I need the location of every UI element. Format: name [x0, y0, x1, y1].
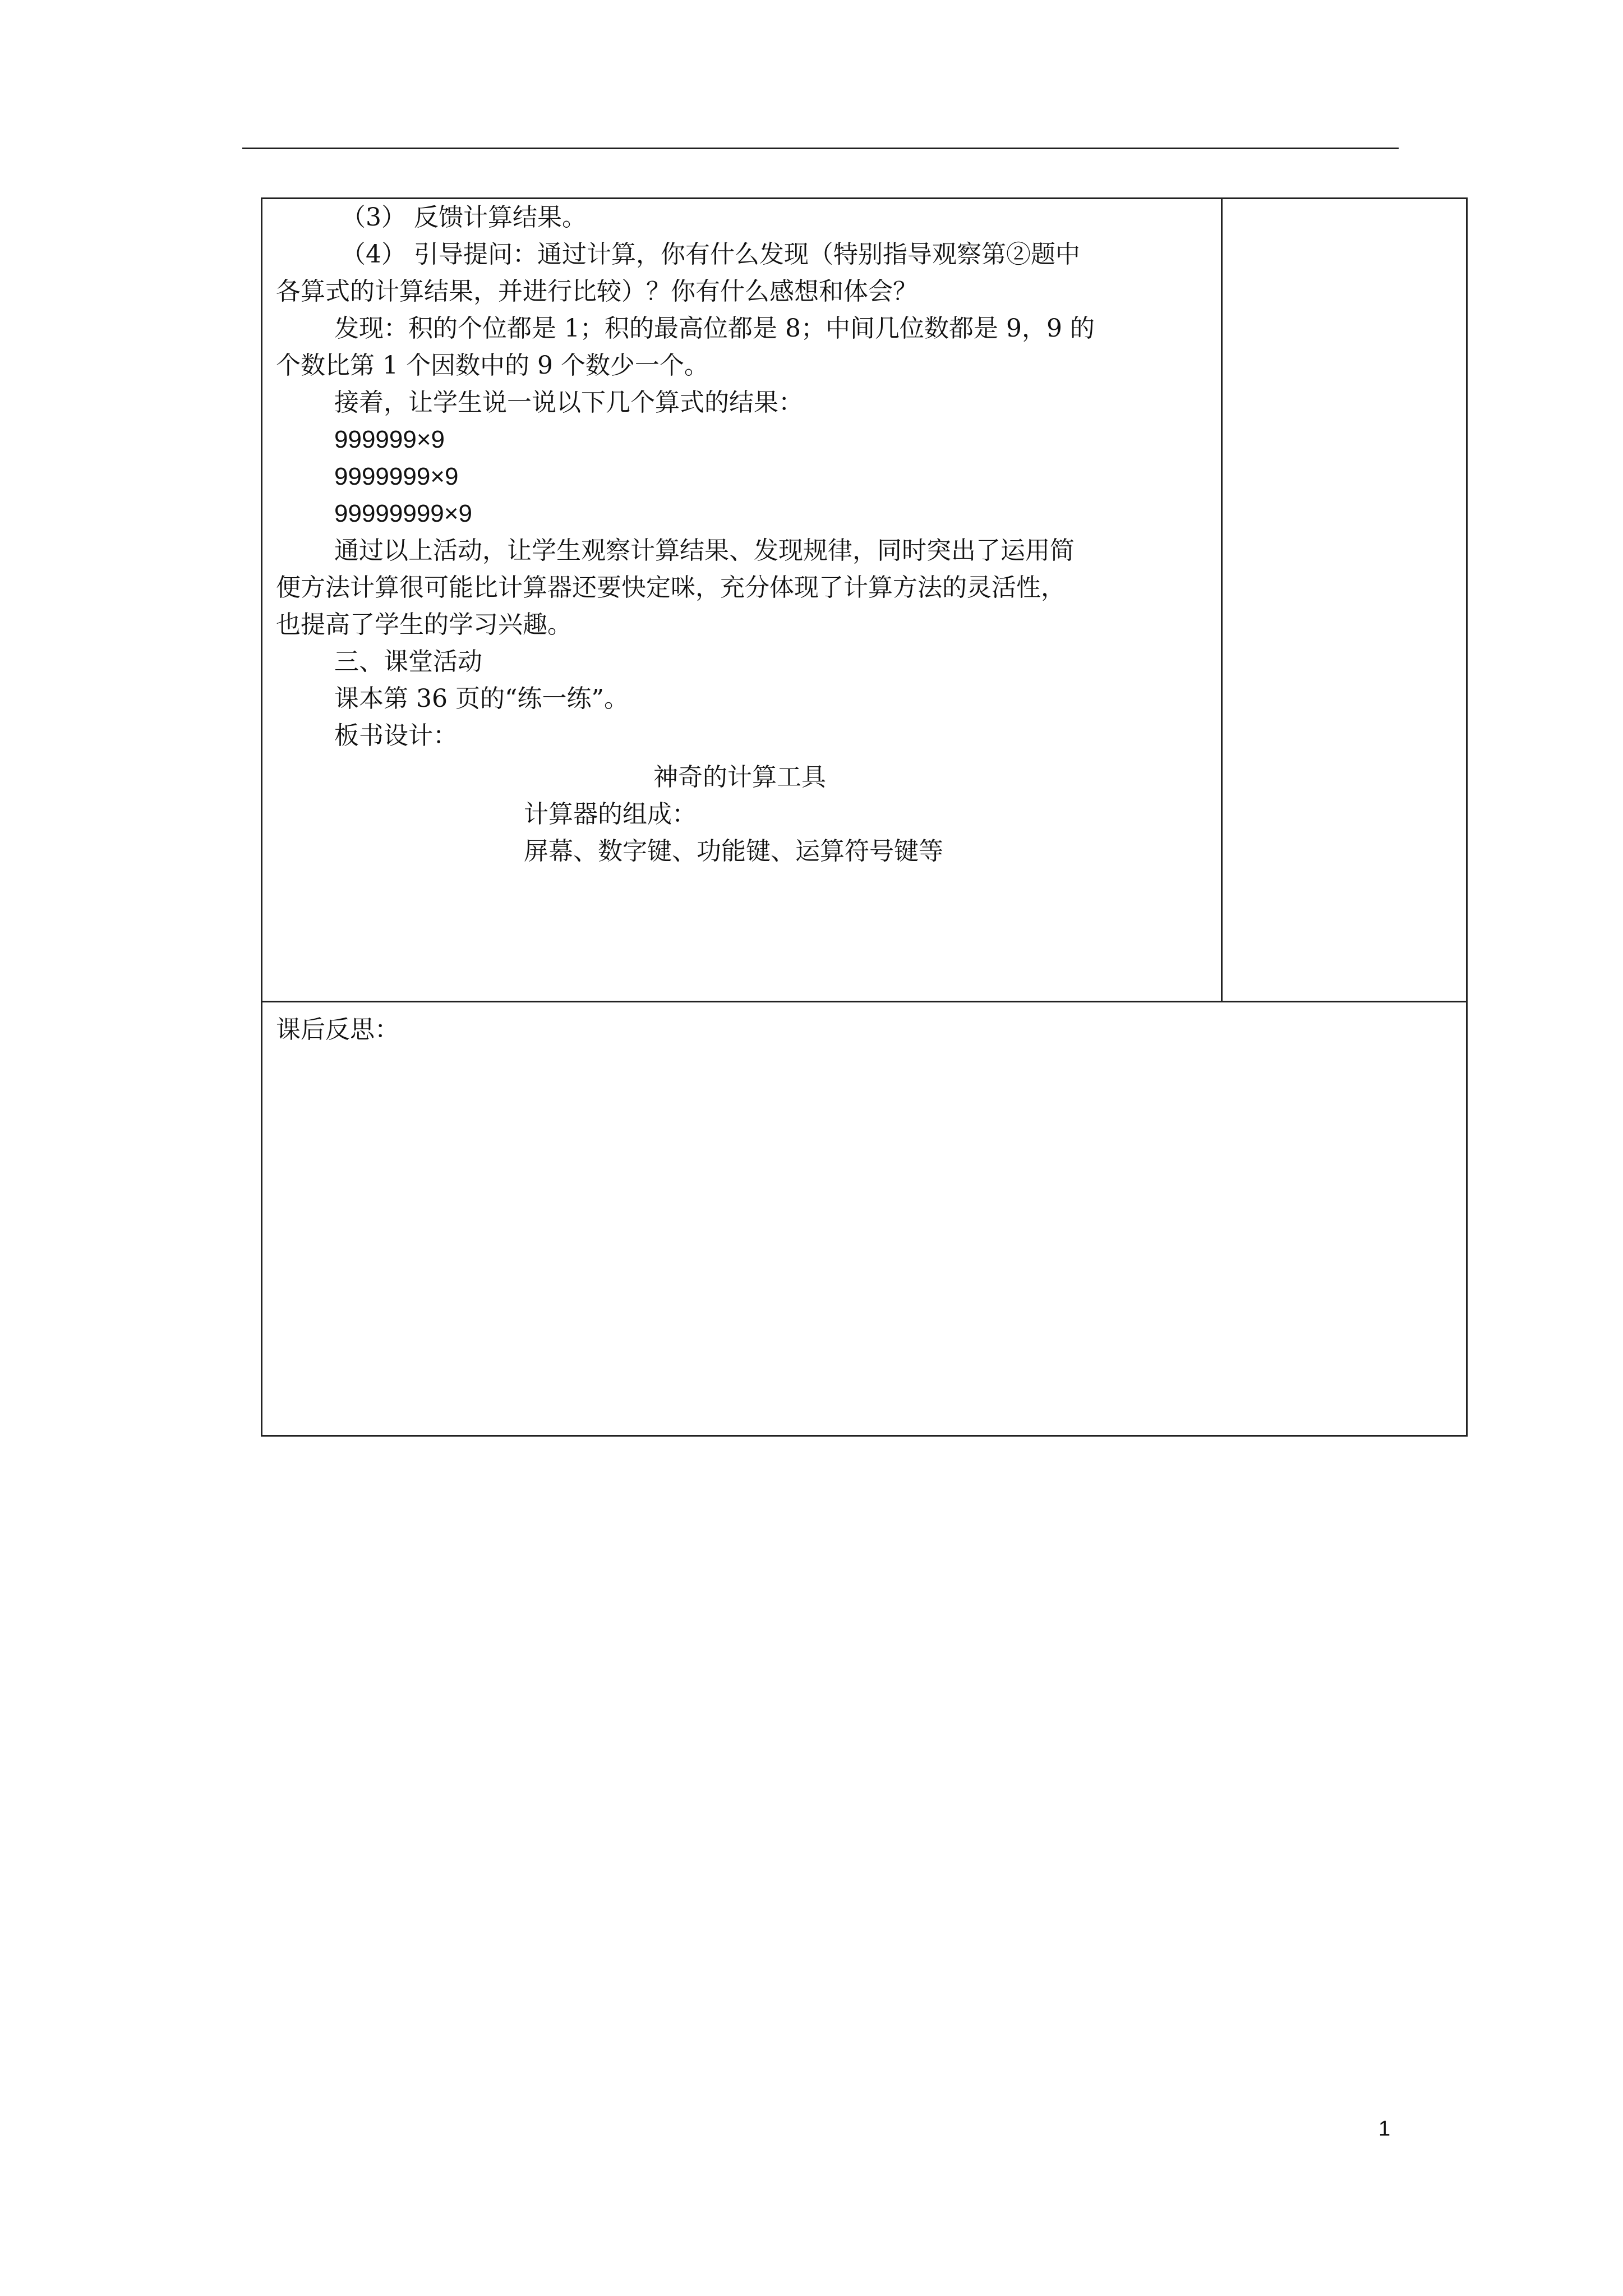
section-heading-class-activity: 三、课堂活动 [334, 647, 482, 676]
lesson-content-cell [262, 199, 1223, 1002]
board-design-line-2: 屏幕、数字键、功能键、运算符号键等 [524, 837, 943, 866]
text-line-next-prompt: 接着，让学生说一说以下几个算式的结果： [334, 388, 803, 417]
text-line-summary-cont: 便方法计算很可能比计算器还要快定咪，充分体现了计算方法的灵活性， [276, 573, 1066, 602]
text-line-feedback: （3） 反馈计算结果。 [341, 203, 587, 232]
text-line-guiding-question-cont: 各算式的计算结果，并进行比较）？你有什么感想和体会？ [276, 277, 917, 306]
text-line-textbook-exercise: 课本第 36 页的“练一练”。 [334, 684, 629, 713]
equation-line-2: 9999999×9 [334, 463, 459, 490]
board-design-label: 板书设计： [334, 721, 458, 750]
page-number: 1 [1378, 2117, 1391, 2141]
equation-line-3: 99999999×9 [334, 500, 472, 527]
reflection-label: 课后反思： [276, 1015, 399, 1044]
lesson-table [261, 197, 1468, 1437]
reflection-cell [262, 1002, 1466, 1435]
text-line-summary-end: 也提高了学生的学习兴趣。 [276, 610, 572, 639]
text-line-guiding-question: （4） 引导提问：通过计算，你有什么发现（特别指导观察第②题中 [341, 240, 1080, 269]
board-design-line-1: 计算器的组成： [524, 800, 697, 829]
board-design-title: 神奇的计算工具 [653, 763, 826, 792]
header-rule [242, 148, 1399, 149]
notes-side-cell [1223, 199, 1466, 1002]
text-line-summary: 通过以上活动，让学生观察计算结果、发现规律，同时突出了运用简 [334, 536, 1075, 565]
equation-line-1: 999999×9 [334, 426, 445, 453]
text-line-finding-cont: 个数比第 1 个因数中的 9 个数少一个。 [276, 351, 709, 380]
text-line-finding: 发现：积的个位都是 1；积的最高位都是 8；中间几位数都是 9，9 的 [334, 314, 1095, 343]
